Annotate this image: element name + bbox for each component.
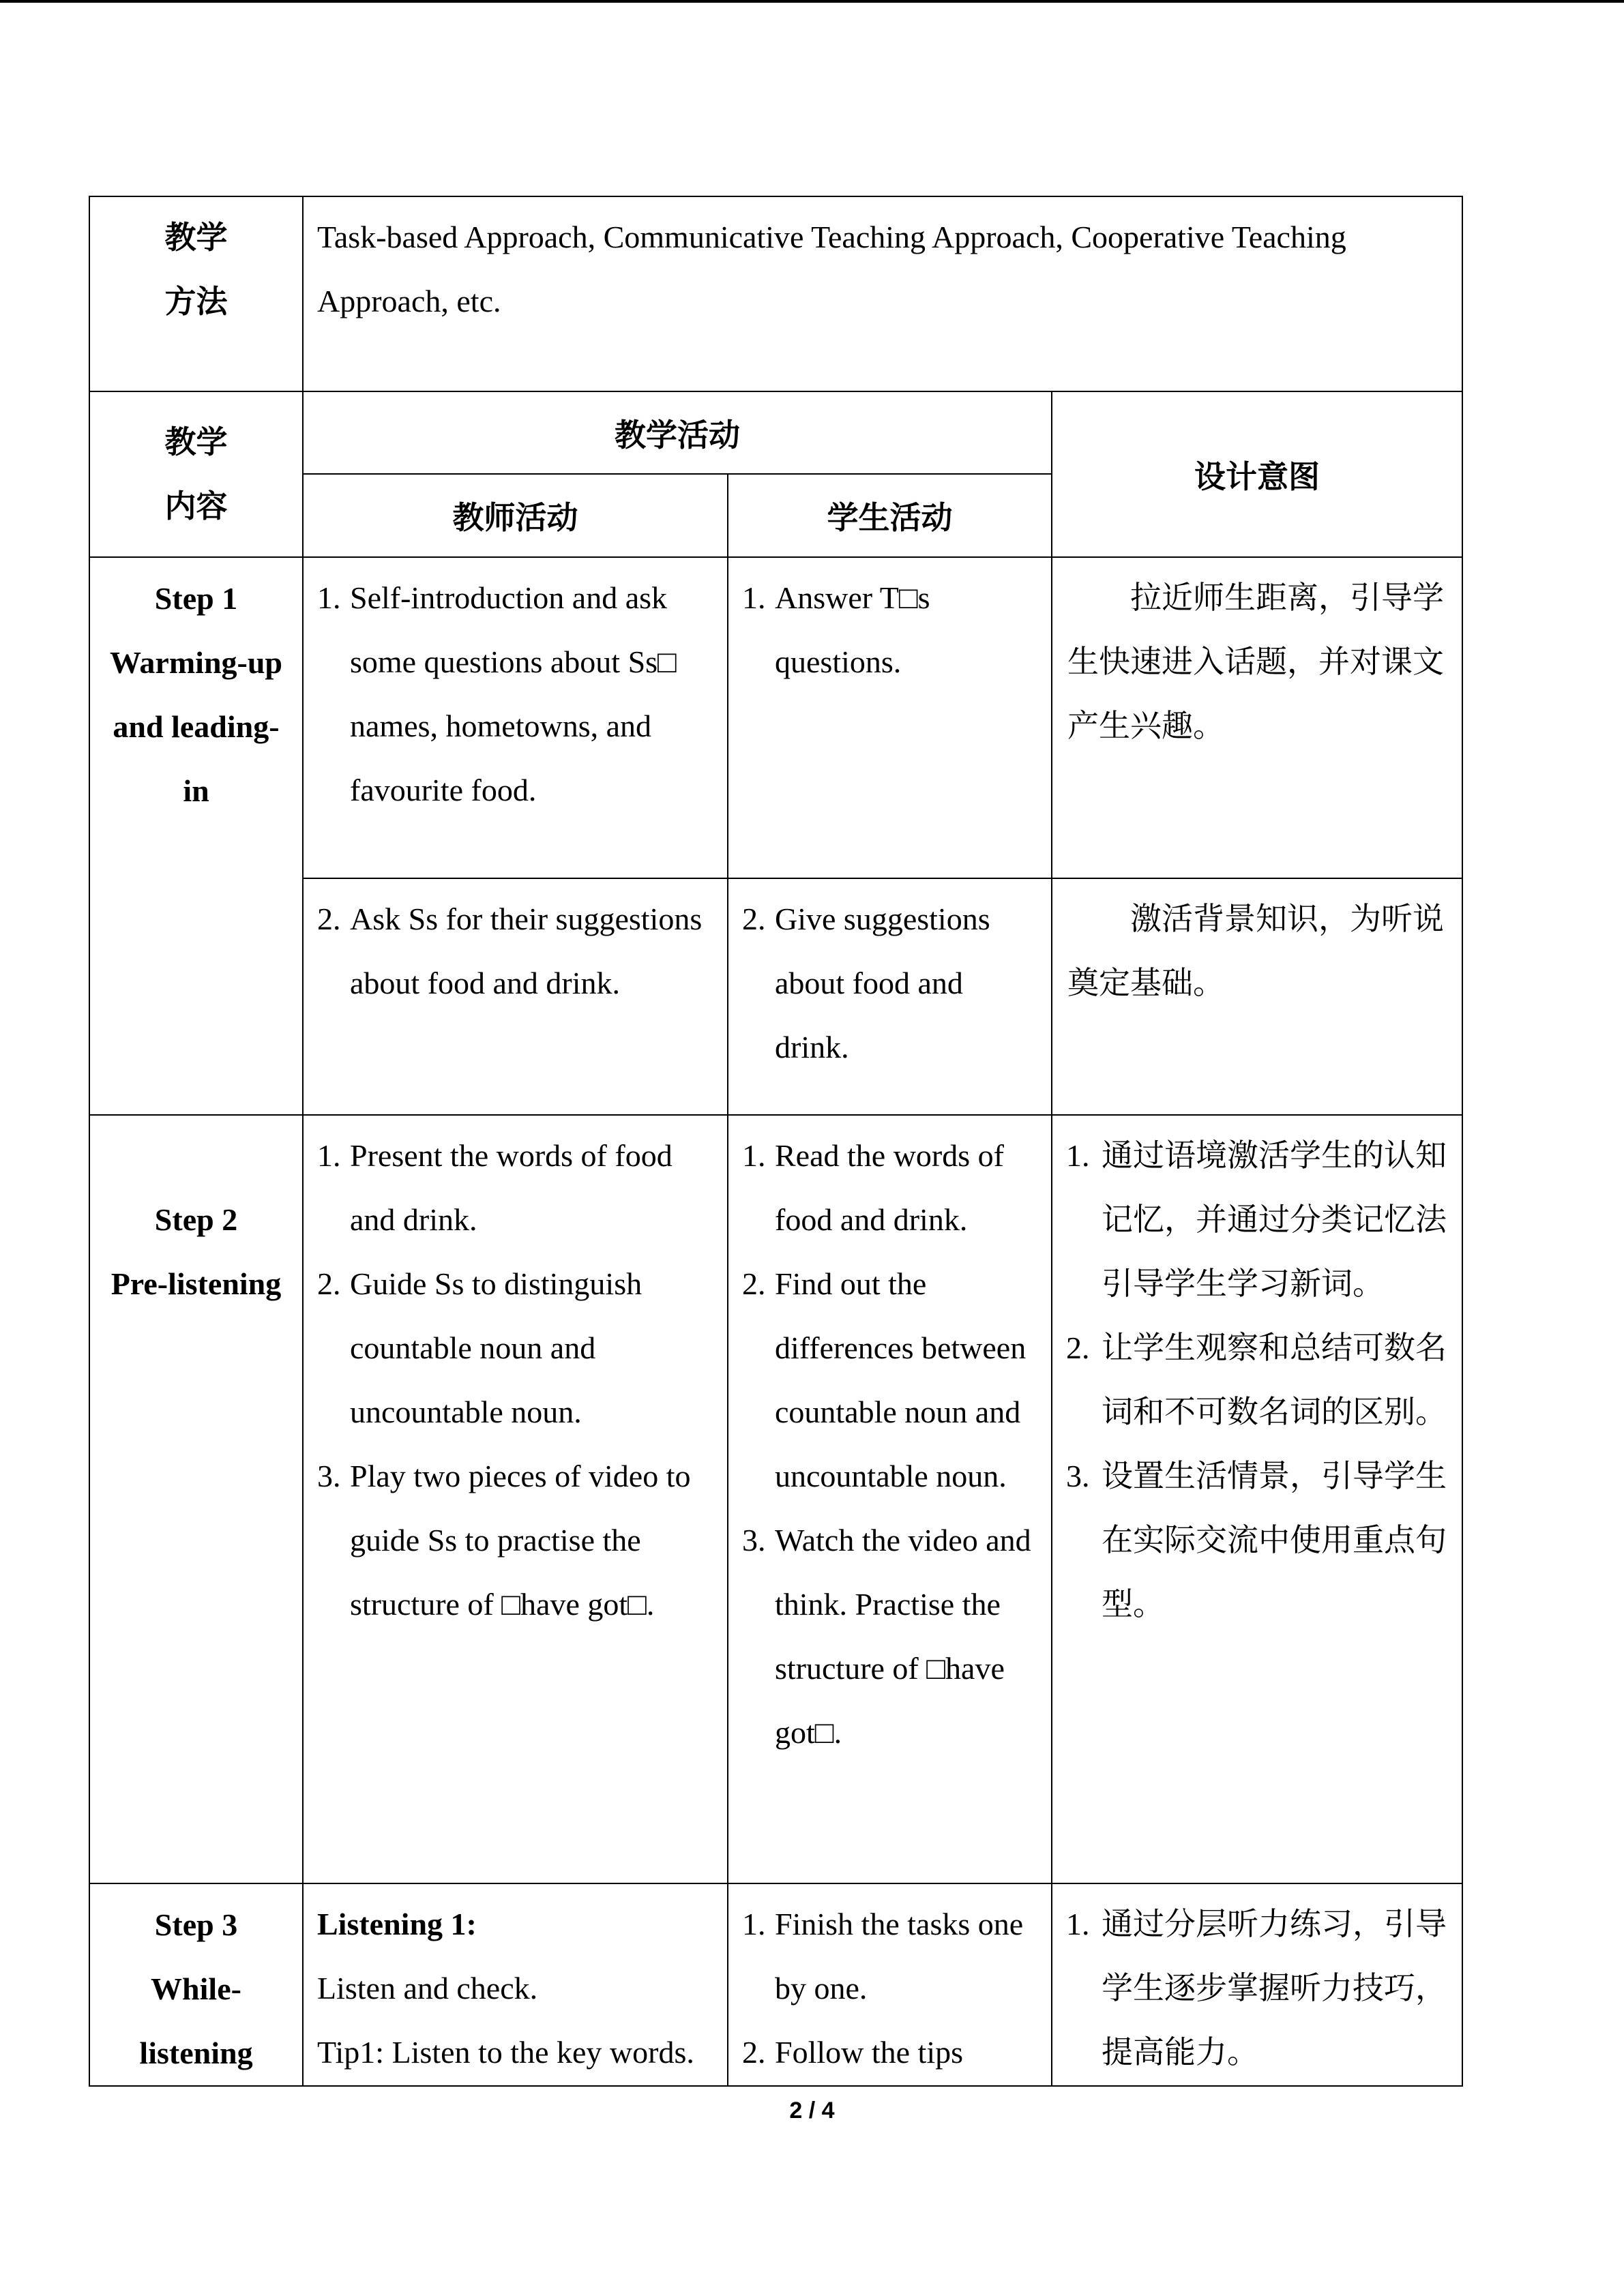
top-rule [0,0,1624,3]
teacher-header: 教师活动 [303,474,728,557]
step2-student [728,1115,1052,1883]
list-item: 2. Follow the tips [742,2035,964,2070]
method-row [89,196,1462,391]
list-item: 3. Play two pieces of video to guide Ss to practise the structure of □have got□. [317,1459,691,1622]
list-item: 2. 让学生观察和总结可数名词和不可数名词的区别。 [1066,1330,1447,1429]
step1-teacher-b [303,878,728,1115]
step1-row-a [89,557,1462,878]
lesson-plan-table [89,196,1463,2087]
step1-label: Step 1 Warming-up and leading- in [89,557,303,1115]
step1-design-b: 激活背景知识，为听说奠定基础。 [1052,878,1462,1115]
list-item: 2. Ask Ss for their suggestions about food and drink. [317,901,703,1000]
method-label: 教学 方法 [89,196,303,391]
step1-student-b [728,878,1052,1115]
step1-design-a: 拉近师生距离，引导学生快速进入话题，并对课文产生兴趣。 [1052,557,1462,878]
step1-student-a [728,557,1052,878]
list-item: 1. Present the words of food and drink. [317,1138,673,1237]
list-item: 3. 设置生活情景，引导学生在实际交流中使用重点句型。 [1066,1459,1447,1622]
design-header: 设计意图 [1052,391,1462,557]
step1-teacher-a [303,557,728,878]
list-item: 1. Self-introduction and ask some questions about Ss□ names, hometowns, and favourite food. [317,580,677,807]
step2-design [1052,1115,1462,1883]
step3-row [89,1883,1462,2086]
list-item: 1. 通过语境激活学生的认知记忆，并通过分类记忆法引导学生学习新词。 [1066,1138,1447,1301]
list-item: 1. 通过分层听力练习，引导学生逐步掌握听力技巧，提高能力。 [1066,1907,1447,2070]
page-number: 2 / 4 [789,2098,835,2123]
method-text: Task-based Approach, Communicative Teaching Approach, Cooperative Teaching Approach, etc. [303,196,1462,391]
step2-row [89,1115,1462,1883]
list-item: 2. Give suggestions about food and drink. [742,901,990,1064]
step3-teacher: Listening 1: Listen and check. Tip1: Listen to the key words. [303,1883,728,2086]
header-row-1 [89,391,1462,474]
student-header: 学生活动 [728,474,1052,557]
step2-teacher [303,1115,728,1883]
list-item: 2. Guide Ss to distinguish countable noun and uncountable noun. [317,1266,643,1429]
step3-label: Step 3 While- listening [89,1883,303,2086]
step2-label: Step 2 Pre-listening [89,1115,303,1883]
step3-student [728,1883,1052,2086]
list-item: 3. Watch the video and think. Practise the structure of □have got□. [742,1523,1031,1750]
activities-header: 教学活动 [303,391,1052,474]
list-item: 1. Finish the tasks one by one. [742,1907,1024,2006]
step3-design [1052,1883,1462,2086]
content-label: 教学 内容 [89,391,303,557]
list-item: 1. Read the words of food and drink. [742,1138,1004,1237]
list-item: 1. Answer T□s questions. [742,580,930,679]
list-item: 2. Find out the differences between countable noun and uncountable noun. [742,1266,1027,1493]
